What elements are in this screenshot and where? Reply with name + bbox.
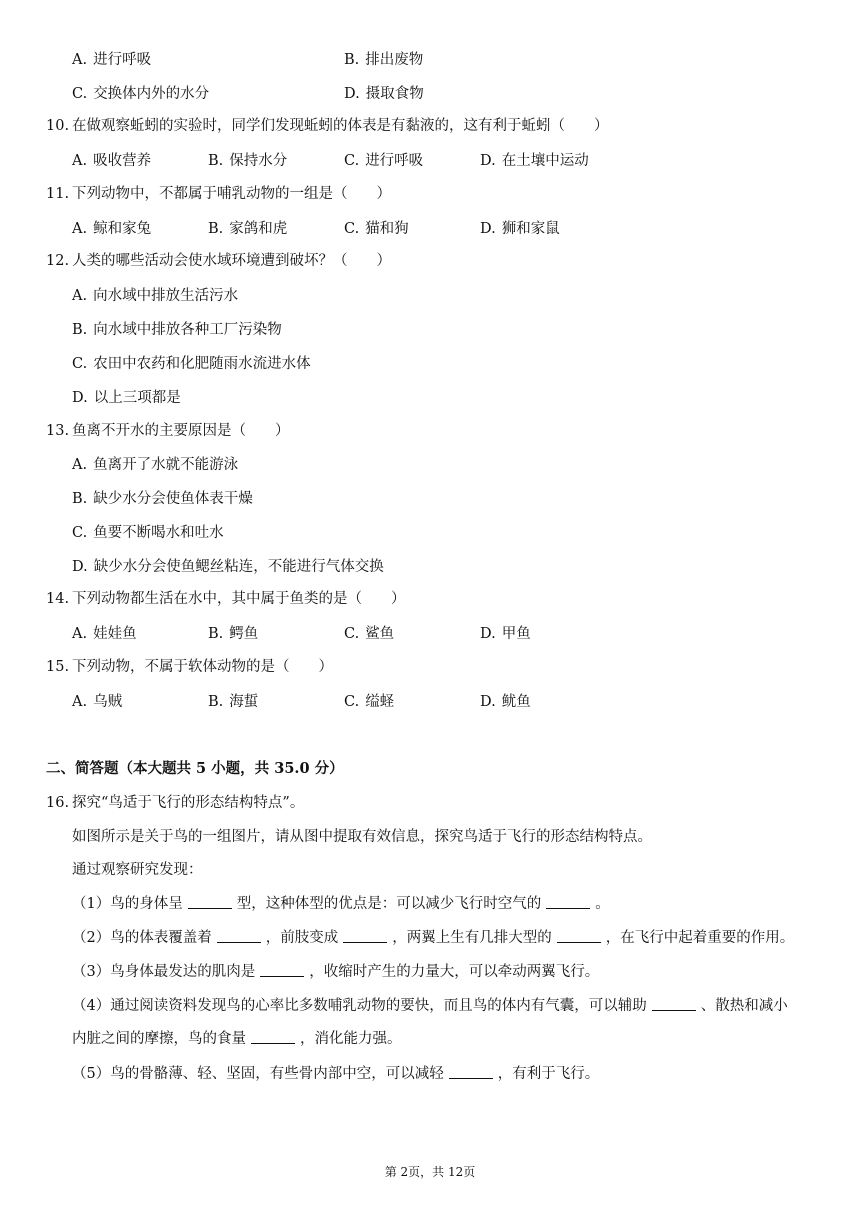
- answer-blank[interactable]: [343, 928, 387, 943]
- q13-option-b: B. 缺少水分会使鱼体表干燥: [72, 491, 253, 507]
- q10-option-b: B. 保持水分: [208, 153, 288, 169]
- answer-blank[interactable]: [449, 1064, 493, 1079]
- answer-blank[interactable]: [217, 928, 261, 943]
- q12-stem: 12. 人类的哪些活动会使水域环境遭到破坏？（ ）: [46, 253, 391, 269]
- answer-blank[interactable]: [546, 894, 590, 909]
- q10-stem: 10. 在做观察蚯蚓的实验时，同学们发现蚯蚓的体表是有黏液的，这有利于蚯蚓（ ）: [46, 118, 609, 134]
- answer-blank[interactable]: [188, 894, 232, 909]
- q13-option-a: A. 鱼离开了水就不能游泳: [72, 457, 239, 473]
- answer-blank[interactable]: [251, 1029, 295, 1044]
- q9-option-d: D. 摄取食物: [344, 86, 424, 102]
- q16-part-3: （3）鸟身体最发达的肌肉是 ，收缩时产生的力量大，可以牵动两翼飞行。: [72, 964, 600, 980]
- q11-option-b: B. 家鸽和虎: [208, 221, 288, 237]
- q14-option-b: B. 鳄鱼: [208, 626, 259, 642]
- q16-stem: 16. 探究“鸟适于飞行的形态结构特点”。: [46, 795, 305, 811]
- q16-part-2: （2）鸟的体表覆盖着 ，前肢变成 ，两翼上生有几排大型的 ，在飞行中起着重要的作用。: [72, 930, 795, 946]
- answer-blank[interactable]: [652, 996, 696, 1011]
- q13-stem: 13. 鱼离不开水的主要原因是（ ）: [46, 423, 290, 439]
- q14-option-d: D. 甲鱼: [480, 626, 531, 642]
- q12-option-c: C. 农田中农药和化肥随雨水流进水体: [72, 356, 311, 372]
- q9-option-a: A. 进行呼吸: [72, 52, 152, 68]
- answer-blank[interactable]: [260, 962, 304, 977]
- q14-stem: 14. 下列动物都生活在水中，其中属于鱼类的是（ ）: [46, 591, 406, 607]
- q16-intro-2: 通过观察研究发现：: [72, 862, 203, 878]
- q15-option-d: D. 鱿鱼: [480, 694, 531, 710]
- q11-option-c: C. 猫和狗: [344, 221, 409, 237]
- q16-intro: 如图所示是关于鸟的一组图片，请从图中提取有效信息，探究鸟适于飞行的形态结构特点。: [72, 829, 652, 845]
- page-footer: 第 2页，共 12页: [384, 1165, 476, 1179]
- q11-option-d: D. 狮和家鼠: [480, 221, 560, 237]
- q16-part-4: （4）通过阅读资料发现鸟的心率比多数哺乳动物的要快，而且鸟的体内有气囊，可以辅助 、散热和减小: [72, 998, 788, 1014]
- q12-option-b: B. 向水域中排放各种工厂污染物: [72, 322, 282, 338]
- q10-option-a: A. 吸收营养: [72, 153, 152, 169]
- q10-option-c: C. 进行呼吸: [344, 153, 424, 169]
- q16-part-1: （1）鸟的身体呈 型，这种体型的优点是：可以减少飞行时空气的 。: [72, 896, 610, 912]
- q9-option-b: B. 排出废物: [344, 52, 424, 68]
- q13-option-c: C. 鱼要不断喝水和吐水: [72, 525, 224, 541]
- q14-option-c: C. 鲨鱼: [344, 626, 395, 642]
- q15-option-a: A. 乌贼: [72, 694, 123, 710]
- q15-option-b: B. 海蜇: [208, 694, 259, 710]
- q12-option-d: D. 以上三项都是: [72, 390, 181, 406]
- q16-part-4-cont: 内脏之间的摩擦，鸟的食量 ，消化能力强。: [72, 1031, 402, 1047]
- q10-option-d: D. 在土壤中运动: [480, 153, 589, 169]
- q14-option-a: A. 娃娃鱼: [72, 626, 137, 642]
- q15-stem: 15. 下列动物，不属于软体动物的是（ ）: [46, 659, 333, 675]
- q16-part-5: （5）鸟的骨骼薄、轻、坚固，有些骨内部中空，可以减轻 ，有利于飞行。: [72, 1066, 600, 1082]
- section-title: 二、简答题（本大题共 5 小题，共 35.0 分）: [46, 760, 344, 777]
- q15-option-c: C. 缢蛏: [344, 694, 395, 710]
- q11-stem: 11. 下列动物中，不都属于哺乳动物的一组是（ ）: [46, 186, 391, 202]
- q9-option-c: C. 交换体内外的水分: [72, 86, 210, 102]
- answer-blank[interactable]: [557, 928, 601, 943]
- q13-option-d: D. 缺少水分会使鱼鳃丝粘连，不能进行气体交换: [72, 559, 384, 575]
- q12-option-a: A. 向水域中排放生活污水: [72, 288, 239, 304]
- q11-option-a: A. 鲸和家兔: [72, 221, 152, 237]
